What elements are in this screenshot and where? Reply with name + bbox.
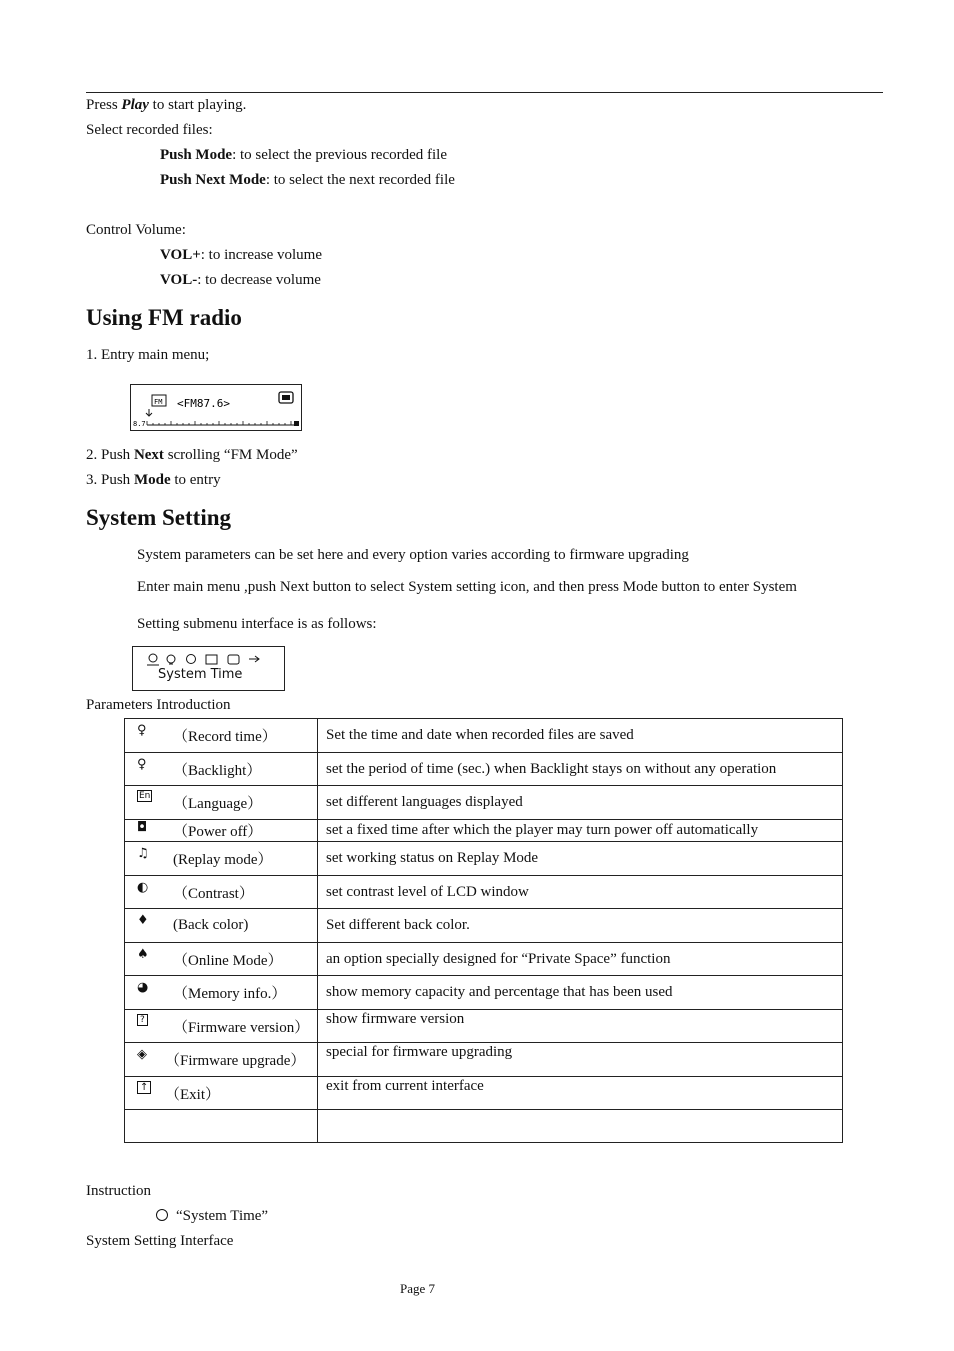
param-name-cell <box>125 876 318 909</box>
parameters-table <box>124 718 843 1143</box>
parameters-label: Parameters Introduction <box>86 697 231 713</box>
fm-step-2-pre: 2. Push <box>86 447 134 463</box>
fm-lcd-screen <box>130 384 302 431</box>
select-files-label: Select recorded files: <box>86 122 213 138</box>
param-name: (Back color) <box>173 917 249 933</box>
instruction-label: Instruction <box>86 1183 151 1199</box>
param-name-cell <box>125 1077 318 1110</box>
table-row <box>125 842 843 876</box>
param-name-cell <box>125 753 318 786</box>
param-desc: set contrast level of LCD window <box>318 876 843 909</box>
firmware-version-icon: ? <box>137 1014 148 1026</box>
clock-person-icon: ♀ <box>137 723 147 738</box>
param-name-cell <box>125 842 318 876</box>
fm-step-3-post: to entry <box>170 472 221 488</box>
vol-plus-desc: : to increase volume <box>200 247 322 263</box>
table-row <box>125 719 843 753</box>
control-volume-label: Control Volume: <box>86 222 186 238</box>
push-mode-desc: : to select the previous recorded file <box>232 147 448 163</box>
param-name: （Firmware version） <box>173 1019 310 1036</box>
param-name-cell <box>125 1010 318 1043</box>
language-en-icon: En <box>139 791 151 801</box>
param-desc: set different languages displayed <box>318 786 843 820</box>
fm-lcd-frequency: <FM87.6> <box>177 397 230 410</box>
table-row <box>125 909 843 943</box>
system-setting-interface-label: System Setting Interface <box>86 1233 234 1249</box>
fm-step-3-key: Mode <box>133 472 171 488</box>
contrast-icon: ◐ <box>137 880 149 895</box>
push-mode-line <box>160 147 447 164</box>
param-desc: set working status on Replay Mode <box>318 842 843 876</box>
empty-cell <box>125 1110 318 1143</box>
param-name-cell <box>125 943 318 976</box>
table-row <box>125 1010 843 1043</box>
header-rule <box>86 92 883 93</box>
table-row <box>125 976 843 1010</box>
param-desc: show memory capacity and percentage that has been used <box>318 976 843 1010</box>
param-name-cell <box>125 1043 318 1077</box>
vol-minus-desc: : to decrease volume <box>197 272 321 288</box>
param-desc: set the period of time (sec.) when Backlight stays on without any operation <box>318 753 843 786</box>
system-lcd-icons <box>133 647 284 669</box>
param-desc: Set different back color. <box>318 909 843 943</box>
param-name: （Record time） <box>173 729 277 745</box>
instruction-bullet <box>156 1208 268 1225</box>
param-name-cell <box>125 820 318 842</box>
fm-heading: Using FM radio <box>86 305 242 330</box>
table-row <box>125 753 843 786</box>
system-lcd-label: System Time <box>158 667 243 682</box>
fm-step-2-post: scrolling “FM Mode” <box>163 447 298 463</box>
online-mode-icon: ♠ <box>137 947 149 962</box>
push-next-line <box>160 172 455 189</box>
table-row-empty <box>125 1110 843 1143</box>
bulb-icon: ♀ <box>137 757 147 772</box>
exit-icon: ↑ <box>137 1081 151 1094</box>
fm-lcd-scale-start: 8.7 <box>133 420 146 428</box>
param-name-cell <box>125 786 318 820</box>
param-name: （Memory info.） <box>173 986 287 1002</box>
param-name: (Replay mode） <box>173 852 273 868</box>
vol-plus-line <box>160 247 322 264</box>
table-row <box>125 1077 843 1110</box>
firmware-upgrade-icon: ◈ <box>137 1047 147 1062</box>
system-paragraph-3: Setting submenu interface is as follows: <box>137 616 377 632</box>
push-next-desc: : to select the next recorded file <box>265 172 455 188</box>
back-color-icon: ♦ <box>137 913 149 928</box>
table-row <box>125 943 843 976</box>
param-name-cell <box>125 909 318 943</box>
fm-lcd-graphic <box>131 385 301 430</box>
push-mode-key: Push Mode <box>160 147 233 163</box>
system-paragraph-2: Enter main menu ,push Next button to select System setting icon, and then press Mode button to enter System <box>137 579 797 595</box>
empty-cell <box>318 1110 843 1143</box>
instruction-bullet-text: “System Time” <box>176 1208 269 1224</box>
fm-step-1: 1. Entry main menu; <box>86 347 210 363</box>
replay-mode-icon: ♫ <box>137 846 149 861</box>
press-pre: Press <box>86 97 122 113</box>
power-timer-icon: ◘ <box>137 820 148 835</box>
page-number: Page 7 <box>400 1281 436 1296</box>
table-row <box>125 876 843 909</box>
memory-pie-icon: ◕ <box>137 980 149 995</box>
push-next-key: Push Next Mode <box>160 172 266 188</box>
fm-step-3-pre: 3. Push <box>86 472 134 488</box>
param-desc: show firmware version <box>318 1010 843 1043</box>
param-desc: Set the time and date when recorded files are saved <box>318 719 843 753</box>
fm-step-2 <box>86 447 298 464</box>
fm-lcd-icon-text: FM <box>154 398 163 406</box>
param-name: （Online Mode） <box>173 952 283 969</box>
press-play-line <box>86 97 246 114</box>
press-post: to start playing. <box>148 97 247 113</box>
param-name: （Language） <box>173 796 263 812</box>
vol-minus-line <box>160 272 321 289</box>
fm-step-3 <box>86 472 221 489</box>
param-name-cell <box>125 719 318 753</box>
param-desc: exit from current interface <box>318 1077 843 1110</box>
param-desc: special for firmware upgrading <box>318 1043 843 1077</box>
fm-step-2-key: Next <box>133 447 164 463</box>
system-paragraph-1: System parameters can be set here and every option varies according to firmware upgrading <box>137 547 689 563</box>
param-name: （Contrast） <box>173 885 254 902</box>
param-desc: set a fixed time after which the player may turn power off automatically <box>318 820 843 842</box>
vol-minus-key: VOL- <box>160 272 198 288</box>
table-row <box>125 1043 843 1077</box>
vol-plus-key: VOL+ <box>160 247 201 263</box>
table-row <box>125 786 843 820</box>
param-name: （Power off） <box>173 824 263 840</box>
param-name: （Exit） <box>165 1086 220 1103</box>
param-name: （Backlight） <box>173 762 262 779</box>
param-name: （Firmware upgrade） <box>165 1053 306 1069</box>
circle-bullet-icon <box>156 1209 168 1221</box>
press-play-word: Play <box>121 97 149 113</box>
param-name-cell <box>125 976 318 1010</box>
param-desc: an option specially designed for “Private Space” function <box>318 943 843 976</box>
table-row <box>125 820 843 842</box>
system-heading: System Setting <box>86 505 232 530</box>
system-lcd-screen <box>132 646 285 691</box>
